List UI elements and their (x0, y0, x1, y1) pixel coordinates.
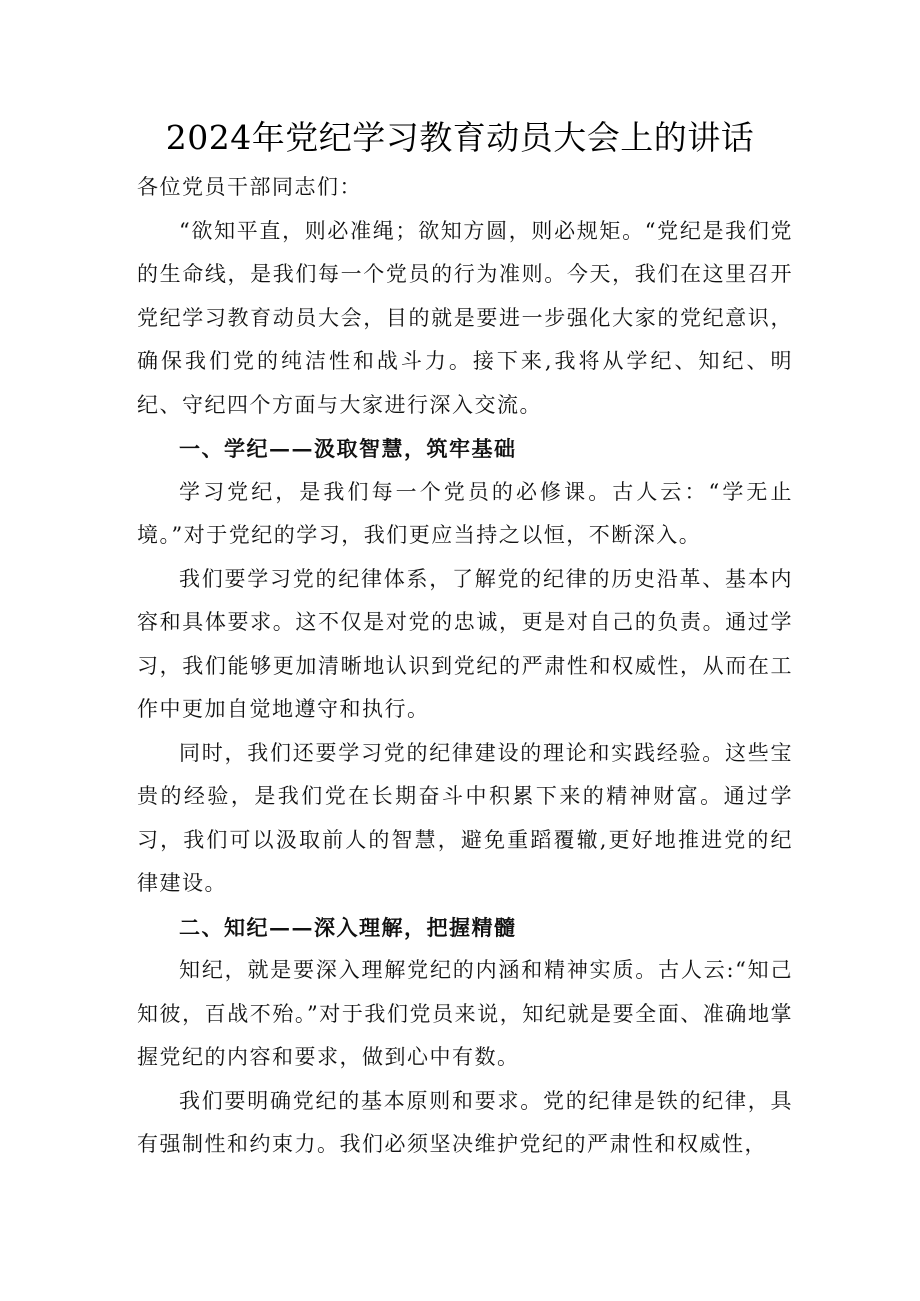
paragraph: 我们要学习党的纪律体系，了解党的纪律的历史沿革、基本内容和具体要求。这不仅是对党的忠诚，更是对自己的负责。通过学习，我们能够更加清晰地认识到党纪的严肃性和权威性，从而在工作中更加自觉地遵守和执行。 (137, 566, 793, 721)
paragraph: 同时，我们还要学习党的纪律建设的理论和实践经验。这些宝贵的经验，是我们党在长期奋斗中积累下来的精神财富。通过学习，我们可以汲取前人的智慧，避免重蹈覆辙,更好地推进党的纪律建设。 (137, 740, 793, 895)
document-body (137, 166, 793, 1167)
salutation: 各位党员干部同志们： (137, 175, 362, 199)
paragraph: 我们要明确党纪的基本原则和要求。党的纪律是铁的纪律，具有强制性和约束力。我们必须坚决维护党纪的严肃性和权威性， (137, 1088, 793, 1156)
section-heading-2: 二、知纪——深入理解，把握精髓 (179, 914, 517, 940)
section-heading-1: 一、学纪——汲取智慧，筑牢基础 (179, 436, 517, 461)
paragraph: 知纪，就是要深入理解党纪的内涵和精神实质。古人云:“知己知彼，百战不殆。”对于我们党员来说，知纪就是要全面、准确地掌握党纪的内容和要求，做到心中有数。 (137, 958, 793, 1069)
paragraph: 学习党纪，是我们每一个党员的必修课。古人云：“学无止境。”对于党纪的学习，我们更应当持之以恒，不断深入。 (137, 479, 793, 547)
document-title: 2024年党纪学习教育动员大会上的讲话 (165, 118, 755, 157)
paragraph-intro: “欲知平直，则必准绳；欲知方圆，则必规矩。“党纪是我们党的生命线，是我们每一个党员的行为准则。今天，我们在这里召开党纪学习教育动员大会，目的就是要进一步强化大家的党纪意识，确保我们党的纯洁性和战斗力。接下来,我将从学纪、知纪、明纪、守纪四个方面与大家进行深入交流。 (137, 218, 793, 417)
